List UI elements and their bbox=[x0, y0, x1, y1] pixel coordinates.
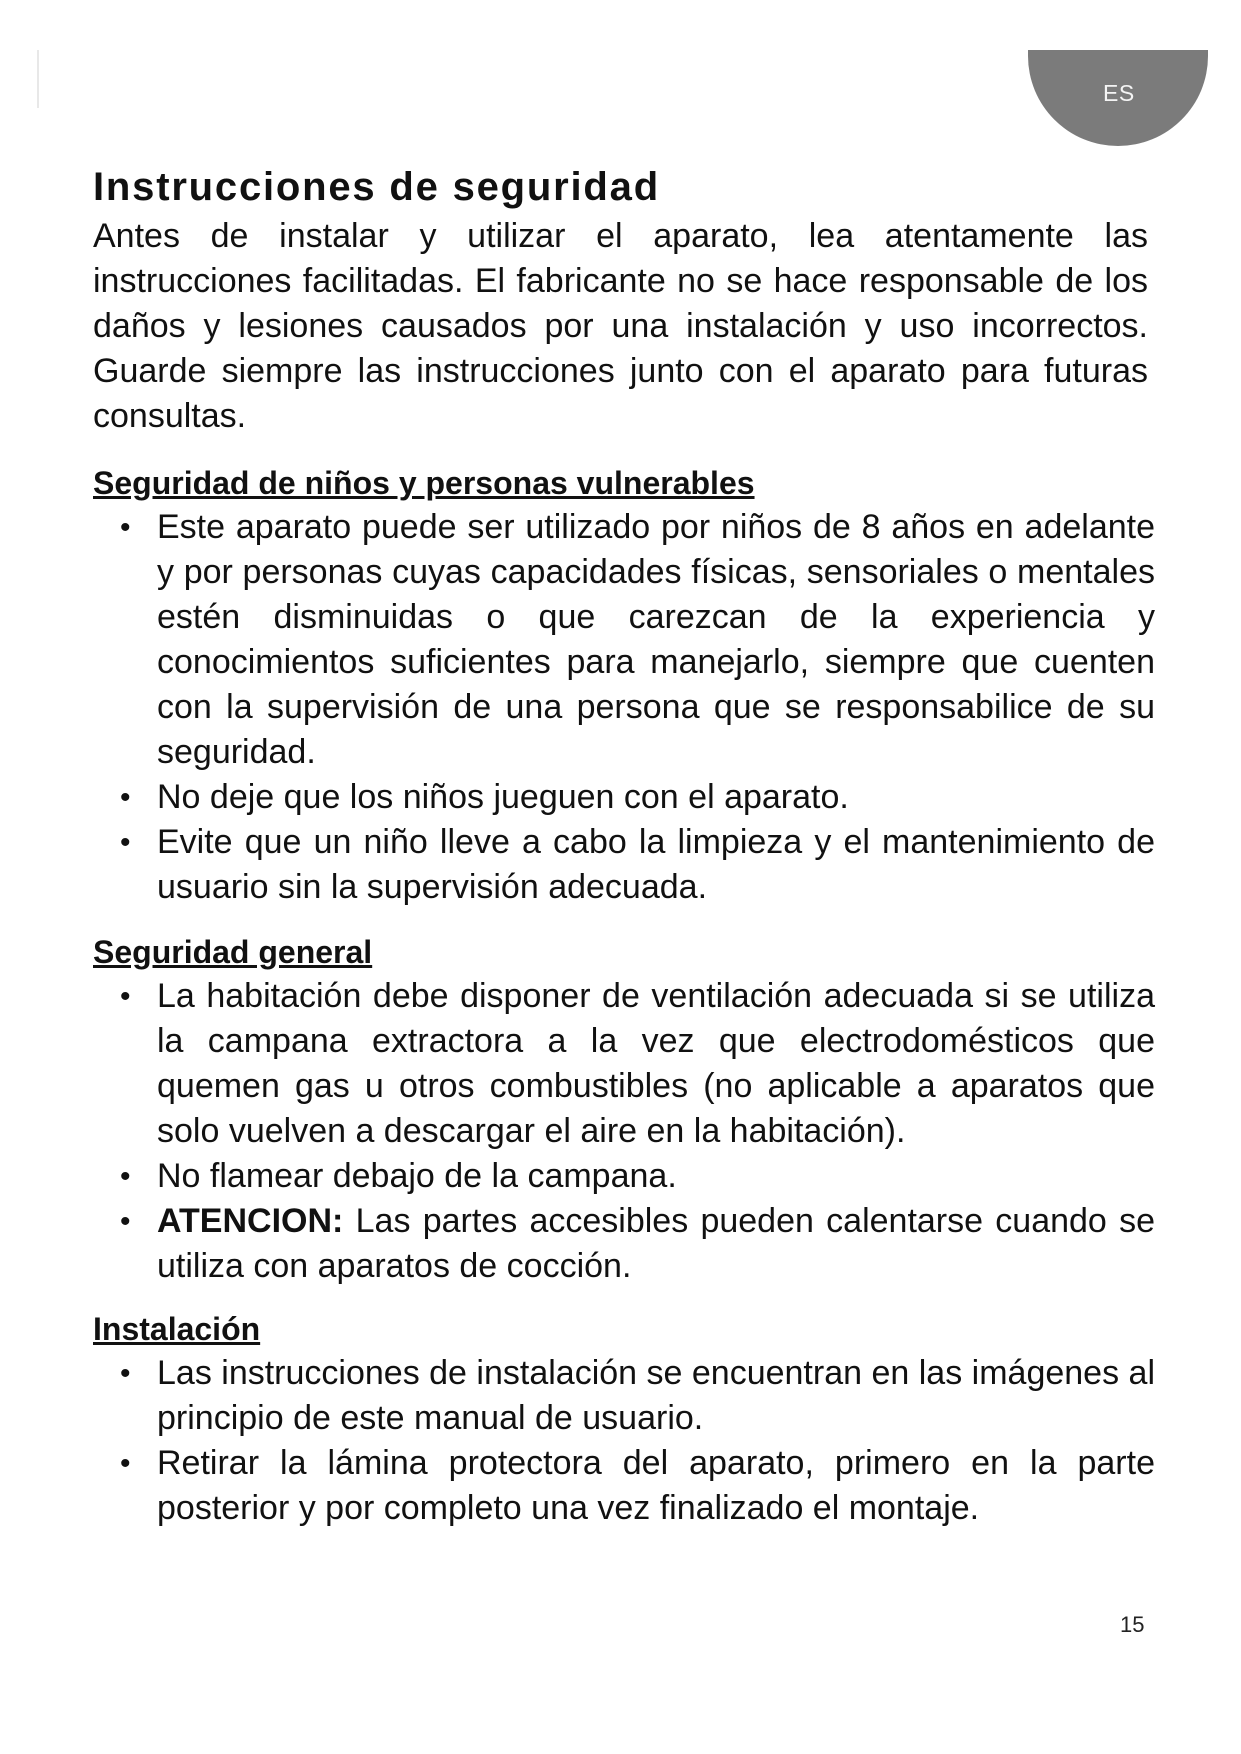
list-item: • Las instrucciones de instalación se encuentran en las imágenes al principio de este manual de usuario. bbox=[93, 1351, 1155, 1441]
intro-paragraph: Antes de instalar y utilizar el aparato, lea atentamente las instrucciones facilitadas. El fabricante no se hace responsable de los daños y lesiones causados por una instalación y uso incorrectos. Guarde siempre las instrucciones junto con el aparato para futuras consultas. bbox=[93, 217, 1148, 435]
list-item: • La habitación debe disponer de ventilación adecuada si se utiliza la campana extractora a la vez que electrodomésticos que quemen gas u otros combustibles (no aplicable a aparatos que solo vuelven a descargar el aire en la habitación). bbox=[93, 974, 1155, 1154]
section-title-general-safety: Seguridad general bbox=[93, 934, 373, 970]
list-item: • Evite que un niño lleve a cabo la limpieza y el mantenimiento de usuario sin la supervisión adecuada. bbox=[93, 820, 1155, 910]
section-title-installation: Instalación bbox=[93, 1311, 261, 1347]
page-number: 15 bbox=[1120, 1612, 1145, 1637]
document-body bbox=[93, 164, 1155, 1531]
language-tab bbox=[1028, 50, 1208, 146]
warning-item bbox=[93, 1199, 1155, 1289]
general-safety-list bbox=[93, 974, 1155, 1289]
language-label: ES bbox=[1103, 80, 1135, 106]
section-title-child-safety: Seguridad de niños y personas vulnerables bbox=[93, 465, 755, 501]
list-item: • Este aparato puede ser utilizado por niños de 8 años en adelante y por personas cuyas capacidades físicas, sensoriales o mentales estén disminuidas o que carezcan de la experiencia y conocimientos suficientes para manejarlo, siempre que cuenten con la supervisión de una persona que se responsabilice de su seguridad. bbox=[93, 505, 1155, 775]
page-edge-mark bbox=[37, 50, 39, 108]
warning-label: ATENCION: bbox=[157, 1202, 344, 1240]
list-item: • No deje que los niños jueguen con el aparato. bbox=[93, 775, 1155, 820]
list-item: • Retirar la lámina protectora del aparato, primero en la parte posterior y por completo una vez finalizado el montaje. bbox=[93, 1441, 1155, 1531]
list-item: • No flamear debajo de la campana. bbox=[93, 1154, 1155, 1199]
page-title: Instrucciones de seguridad bbox=[93, 165, 660, 209]
installation-list bbox=[93, 1351, 1155, 1531]
warning-text: Las partes accesibles pueden calentarse cuando se utiliza con aparatos de cocción. bbox=[157, 1202, 1156, 1285]
child-safety-list bbox=[93, 505, 1155, 910]
